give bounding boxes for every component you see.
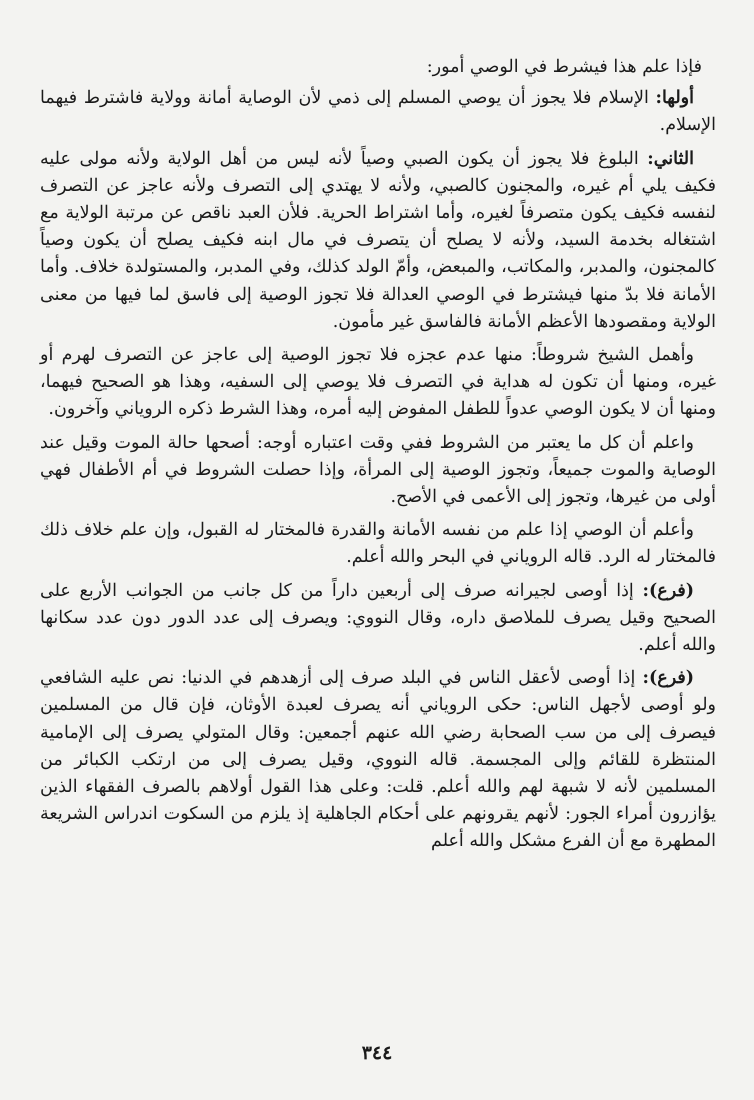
paragraph-text: إذا أوصى لجيرانه صرف إلى أربعين داراً من كل جانب من الجوانب الأربع على الصحيح وقيل يصرف للملاصق داره، وقال النووي: ويصرف إلى عدد الدور دون عدد سكانها والله أعلم.	[40, 580, 716, 656]
condition-puberty-paragraph	[40, 146, 716, 336]
condition-islam-paragraph	[40, 85, 716, 139]
paragraph-text: وأعلم أن الوصي إذا علم من نفسه الأمانة والقدرة فالمختار له القبول، وإن علم خلاف ذلك فالمختار له الرد. قاله الروياني في البحر والله أعلم.	[40, 520, 716, 568]
branch-neighbors-paragraph	[40, 578, 716, 660]
page-number: ٣٤٤	[361, 1042, 393, 1064]
intro-paragraph	[40, 54, 716, 81]
paragraph-text: وأهمل الشيخ شروطاً: منها عدم عجزه فلا تجوز الوصية إلى عاجز عن التصرف لهرم أو غيره، ومنها أن تكون له هداية في التصرف فلا يوصي إلى السفيه، وهذا هو الصحيح فيهما، ومنها أن لا يكون الوصي عدواً للطفل المفوض إليه أمره، وهذا الشرط ذكره الروياني وآخرون.	[40, 345, 716, 420]
paragraph-lead: أولها:	[655, 88, 694, 109]
paragraph-lead: الثاني:	[647, 148, 694, 169]
branch-wisest-paragraph	[40, 665, 716, 855]
paragraph-text: الإسلام فلا يجوز أن يوصي المسلم إلى ذمي لأن الوصاية أمانة وولاية فاشترط فيهما الإسلام.	[40, 88, 716, 136]
paragraph-text: إذا أوصى لأعقل الناس في البلد صرف إلى أزهدهم في الدنيا: نص عليه الشافعي ولو أوصى لأجهل الناس: حكى الروياني أنه يصرف لعبدة الأوثان، فإن قال من المسلمين فيصرف إلى من سب الصحابة رضي الله عنهم أجمعين: وقال المتولي يصرف إلى الإمامية المنتظرة للقائم وإلى المجسمة. قاله النووي، وقيل يصرف إلى من ارتكب الكبائر من المسلمين لأنه لا شبهة لهم والله أعلم. قلت: وعلى هذا القول أولاهم بالصرف الفقهاء الذين يؤازرون أمراء الجور: لأنهم يقرونهم على أحكام الجاهلية إذ يلزم من السكوت اندراس الشريعة المطهرة مع أن الفرع مشكل والله أعلم	[40, 668, 716, 852]
paragraph-text: واعلم أن كل ما يعتبر من الشروط ففي وقت اعتباره أوجه: أصحها حالة الموت وقيل عند الوصاية والموت جميعاً، وتجوز الوصية إلى المرأة، وإذا حصلت الشروط في أم الأطفال فهي أولى من غيرها، وتجوز إلى الأعمى في الأصح.	[40, 432, 716, 508]
timing-paragraph	[40, 430, 716, 512]
paragraph-text: فإذا علم هذا فيشرط في الوصي أمور:	[426, 57, 702, 77]
acceptance-paragraph	[40, 517, 716, 571]
page-body	[40, 54, 716, 856]
paragraph-lead: (فرع):	[642, 580, 694, 601]
omitted-conditions-paragraph	[40, 342, 716, 424]
paragraph-text: البلوغ فلا يجوز أن يكون الصبي وصياً لأنه ليس من أهل الولاية ولأنه مولى عليه فكيف يلي أم غيره، والمجنون كالصبي، ولأنه لا يهتدي إلى التصرف ولأنه عاجز عن التصرف لنفسه فكيف يكون متصرفاً لغيره، وأما اشتراط الحرية. فلأن العبد ناقص عن مرتبة الولاية مع اشتغاله بخدمة السيد، ولأنه لا يصلح أن يتصرف في مال ابنه فكيف يصلح أن يكون وصياً كالمجنون، والمدبر، والمكاتب، والمبعض، وأمّ الولد كذلك، وفي المدبر، والمستولدة خلاف. وأما الأمانة فلا بدّ منها فيشترط في الوصي العدالة فلا تجوز الوصية إلى فاسق لما فيها من معنى الولاية ومقصودها الأعظم الأمانة فالفاسق غير مأمون.	[40, 148, 716, 332]
paragraph-lead: (فرع):	[642, 668, 694, 689]
